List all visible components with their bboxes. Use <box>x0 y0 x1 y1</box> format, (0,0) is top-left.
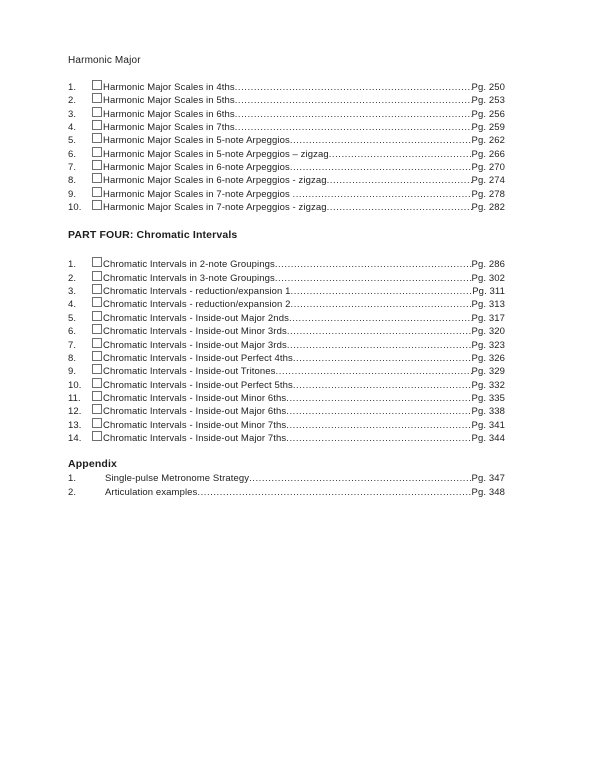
item-page-number: Pg. 338 <box>471 406 505 418</box>
checkbox-icon[interactable] <box>92 324 102 334</box>
section-heading: PART FOUR: Chromatic Intervals <box>68 229 238 242</box>
dot-leader <box>291 298 472 311</box>
item-title: Harmonic Major Scales in 6-note Arpeggios - zigzag <box>103 175 327 187</box>
item-title: Single-pulse Metronome Strategy <box>105 473 250 485</box>
checkbox-icon[interactable] <box>92 147 102 157</box>
item-number: 7. <box>68 339 77 351</box>
item-number: 11. <box>68 392 81 404</box>
dot-leader <box>286 405 471 418</box>
dot-leader <box>289 312 472 325</box>
dot-leader <box>293 188 472 201</box>
item-number: 3. <box>68 286 77 298</box>
item-title: Harmonic Major Scales in 6ths <box>103 108 235 120</box>
item-page-number: Pg. 253 <box>471 95 505 107</box>
item-title: Harmonic Major Scales in 7-note Arpeggios <box>103 188 293 200</box>
dot-leader <box>275 272 472 285</box>
checkbox-icon[interactable] <box>92 120 102 130</box>
toc-row <box>68 173 505 186</box>
checkbox-icon[interactable] <box>92 284 102 294</box>
toc-row <box>68 80 505 93</box>
toc-row <box>68 133 505 146</box>
checkbox-icon[interactable] <box>92 431 102 441</box>
item-page-number: Pg. 286 <box>471 259 505 271</box>
item-page-number: Pg. 332 <box>471 379 505 391</box>
toc-row <box>68 472 505 485</box>
item-page-number: Pg. 347 <box>471 473 505 485</box>
item-page-number: Pg. 317 <box>471 312 505 324</box>
item-title: Harmonic Major Scales in 4ths <box>103 82 235 93</box>
toc-list <box>68 257 505 444</box>
checkbox-icon[interactable] <box>92 187 102 197</box>
item-page-number: Pg. 282 <box>471 202 505 214</box>
item-page-number: Pg. 266 <box>471 148 505 160</box>
item-number: 10. <box>68 202 82 214</box>
item-page-number: Pg. 329 <box>471 366 505 378</box>
item-number: 1. <box>68 473 77 485</box>
item-title: Chromatic Intervals - Inside-out Major 7ths <box>103 432 287 444</box>
checkbox-icon[interactable] <box>92 160 102 170</box>
toc-row <box>68 311 505 324</box>
item-title: Harmonic Major Scales in 6-note Arpeggios <box>103 162 290 174</box>
toc-row <box>68 418 505 431</box>
dot-leader <box>235 108 472 121</box>
item-page-number: Pg. 313 <box>471 299 505 311</box>
dot-leader <box>276 365 472 378</box>
checkbox-icon[interactable] <box>92 297 102 307</box>
toc-row <box>68 187 505 200</box>
item-title: Harmonic Major Scales in 7-note Arpeggios - zigzag <box>103 202 327 214</box>
toc-row <box>68 404 505 417</box>
checkbox-icon[interactable] <box>92 418 102 428</box>
toc-row <box>68 257 505 270</box>
item-page-number: Pg. 278 <box>471 188 505 200</box>
checkbox-icon[interactable] <box>92 351 102 361</box>
item-title: Chromatic Intervals - Inside-out Tritones <box>103 366 276 378</box>
dot-leader <box>286 419 471 432</box>
item-page-number: Pg. 341 <box>471 419 505 431</box>
item-page-number: Pg. 259 <box>471 122 505 134</box>
item-title: Chromatic Intervals - Inside-out Minor 3rds <box>103 326 287 338</box>
item-number: 10. <box>68 379 82 391</box>
toc-row <box>68 486 505 499</box>
item-page-number: Pg. 344 <box>471 432 505 444</box>
dot-leader <box>197 486 471 499</box>
item-number: 8. <box>68 175 77 187</box>
item-number: 7. <box>68 162 77 174</box>
item-title: Chromatic Intervals - Inside-out Major 6ths <box>103 406 287 418</box>
checkbox-icon[interactable] <box>92 271 102 281</box>
item-number: 13. <box>68 419 82 431</box>
dot-leader <box>287 339 472 352</box>
checkbox-icon[interactable] <box>92 257 102 267</box>
item-title: Chromatic Intervals - Inside-out Minor 6ths <box>103 392 287 404</box>
checkbox-icon[interactable] <box>92 200 102 210</box>
item-number: 9. <box>68 188 77 200</box>
item-number: 5. <box>68 135 77 147</box>
checkbox-icon[interactable] <box>92 338 102 348</box>
dot-leader <box>327 201 472 214</box>
toc-row <box>68 200 505 213</box>
toc-row <box>68 324 505 337</box>
item-title: Chromatic Intervals - Inside-out Major 3rds <box>103 339 287 351</box>
dot-leader <box>287 325 472 338</box>
toc-row <box>68 378 505 391</box>
item-title: Chromatic Intervals - Inside-out Perfect 5ths <box>103 379 293 391</box>
checkbox-icon[interactable] <box>92 133 102 143</box>
toc-row <box>68 297 505 310</box>
toc-row <box>68 391 505 404</box>
item-number: 4. <box>68 299 77 311</box>
checkbox-icon[interactable] <box>92 107 102 117</box>
item-number: 12. <box>68 406 82 418</box>
item-number: 8. <box>68 352 77 364</box>
item-number: 2. <box>68 95 77 107</box>
toc-row <box>68 93 505 106</box>
dot-leader <box>235 94 472 107</box>
toc-list <box>68 80 505 213</box>
dot-leader <box>293 352 472 365</box>
item-page-number: Pg. 262 <box>471 135 505 147</box>
item-title: Chromatic Intervals - reduction/expansion 2 <box>103 299 291 311</box>
item-title: Chromatic Intervals - Inside-out Major 2nds <box>103 312 289 324</box>
toc-section-appendix <box>68 458 505 499</box>
dot-leader <box>286 392 471 405</box>
item-number: 1. <box>68 82 77 93</box>
item-number: 4. <box>68 122 77 134</box>
item-title: Harmonic Major Scales in 5-note Arpeggios <box>103 135 290 147</box>
item-number: 14. <box>68 432 82 444</box>
item-title: Chromatic Intervals in 3-note Groupings <box>103 272 275 284</box>
item-page-number: Pg. 335 <box>471 392 505 404</box>
item-title: Chromatic Intervals - Inside-out Perfect 4ths <box>103 352 293 364</box>
dot-leader <box>290 134 472 147</box>
item-title: Chromatic Intervals in 2-note Groupings <box>103 259 275 271</box>
dot-leader <box>291 285 473 298</box>
toc-row <box>68 338 505 351</box>
item-number: 1. <box>68 259 77 271</box>
toc-section-part-four <box>68 229 505 444</box>
toc-row <box>68 431 505 444</box>
item-number: 3. <box>68 108 77 120</box>
toc-row <box>68 271 505 284</box>
dot-leader <box>275 258 472 271</box>
table-of-contents <box>68 54 505 499</box>
item-number: 2. <box>68 486 77 498</box>
item-title: Harmonic Major Scales in 5-note Arpeggios – zigzag <box>103 148 329 160</box>
item-title: Harmonic Major Scales in 5ths <box>103 95 235 107</box>
dot-leader <box>293 379 472 392</box>
dot-leader <box>286 432 471 445</box>
dot-leader <box>329 148 472 161</box>
item-number: 5. <box>68 312 77 324</box>
checkbox-icon[interactable] <box>92 311 102 321</box>
toc-row <box>68 351 505 364</box>
checkbox-icon[interactable] <box>92 93 102 103</box>
item-page-number: Pg. 323 <box>471 339 505 351</box>
item-title: Articulation examples <box>105 486 198 498</box>
section-heading: Appendix <box>68 458 118 471</box>
item-title: Chromatic Intervals - reduction/expansion 1 <box>103 286 291 298</box>
dot-leader <box>327 174 472 187</box>
checkbox-icon[interactable] <box>92 391 102 401</box>
dot-leader <box>249 472 471 485</box>
section-heading: Harmonic Major <box>68 55 141 66</box>
checkbox-icon[interactable] <box>92 378 102 388</box>
checkbox-icon[interactable] <box>92 364 102 374</box>
item-page-number: Pg. 320 <box>471 326 505 338</box>
checkbox-icon[interactable] <box>92 80 102 90</box>
toc-list <box>68 472 505 499</box>
item-page-number: Pg. 326 <box>471 352 505 364</box>
dot-leader <box>235 121 472 134</box>
item-number: 9. <box>68 366 77 378</box>
toc-row <box>68 160 505 173</box>
item-number: 2. <box>68 272 77 284</box>
item-title: Harmonic Major Scales in 7ths <box>103 122 235 134</box>
checkbox-icon[interactable] <box>92 404 102 414</box>
item-page-number: Pg. 274 <box>471 175 505 187</box>
toc-row <box>68 147 505 160</box>
dot-leader <box>235 81 472 94</box>
item-number: 6. <box>68 148 77 160</box>
dot-leader <box>290 161 472 174</box>
item-page-number: Pg. 250 <box>471 82 505 93</box>
item-page-number: Pg. 302 <box>471 272 505 284</box>
item-page-number: Pg. 311 <box>472 286 505 298</box>
item-page-number: Pg. 256 <box>471 108 505 120</box>
item-number: 6. <box>68 326 77 338</box>
toc-row <box>68 284 505 297</box>
item-page-number: Pg. 348 <box>471 486 505 498</box>
checkbox-icon[interactable] <box>92 173 102 183</box>
toc-row <box>68 107 505 120</box>
item-title: Chromatic Intervals - Inside-out Minor 7ths <box>103 419 287 431</box>
toc-row <box>68 364 505 377</box>
item-page-number: Pg. 270 <box>471 162 505 174</box>
toc-row <box>68 120 505 133</box>
toc-section-harmonic-major <box>68 54 505 213</box>
